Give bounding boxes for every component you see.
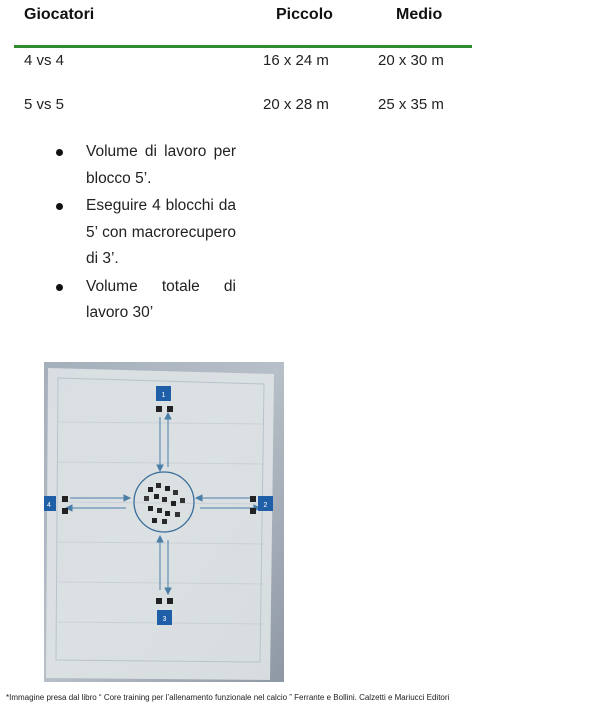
bullet-text: Volume di lavoro per blocco 5’. — [86, 143, 236, 187]
bullet-text: Eseguire 4 blocchi da 5’ con macrorecupero di 3’. — [86, 197, 236, 267]
svg-text:2: 2 — [263, 502, 268, 509]
table-header — [0, 0, 600, 30]
cone-1 — [156, 386, 171, 401]
drill-diagram-photo — [44, 362, 284, 682]
paper-sheet — [46, 368, 274, 680]
bullet-dot-icon — [56, 149, 63, 156]
header-piccolo: Piccolo — [276, 6, 333, 23]
cone-2 — [258, 496, 273, 511]
row-2-medium: 25 x 35 m — [378, 96, 444, 113]
list-item — [56, 139, 236, 192]
list-item — [56, 274, 236, 327]
header-medio: Medio — [396, 6, 443, 23]
list-item — [56, 193, 236, 273]
image-caption: *Immagine presa dal libro “ Core training per l’allenamento funzionale nel calcio ” Ferrante e Bollini. Calzetti e Mariucci Editori — [6, 693, 450, 702]
row-2-players: 5 vs 5 — [24, 96, 65, 113]
row-1-medium: 20 x 30 m — [378, 52, 444, 69]
svg-text:4: 4 — [47, 502, 51, 509]
svg-text:1: 1 — [161, 392, 166, 399]
row-2-small: 20 x 28 m — [263, 96, 329, 113]
cone-3 — [157, 610, 172, 625]
bullet-text: Volume totale di lavoro 30’ — [86, 277, 236, 321]
svg-text:3: 3 — [162, 616, 167, 623]
row-1-players: 4 vs 4 — [24, 52, 65, 69]
bullet-list — [56, 139, 236, 328]
bullet-dot-icon — [56, 203, 63, 210]
drill-diagram — [44, 362, 284, 682]
cone-4 — [44, 496, 56, 511]
row-1-small: 16 x 24 m — [263, 52, 329, 69]
header-rule — [14, 45, 472, 48]
bullet-dot-icon — [56, 284, 63, 291]
header-giocatori: Giocatori — [24, 6, 95, 23]
